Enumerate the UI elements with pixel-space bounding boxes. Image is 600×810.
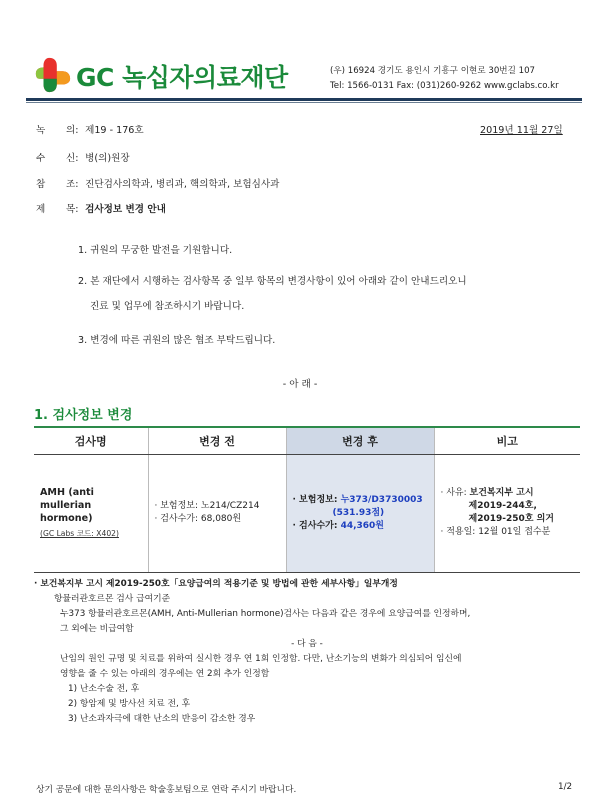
test-name-line-1: AMH (anti mullerian [40,487,94,511]
doc-number-label-a: 녹 [36,125,46,136]
note-reason-line-3: 제2019-250호 의거 [468,514,554,524]
after-insurance-label: · 보험정보: [292,494,341,505]
note-reason [441,487,575,500]
reference-label-a: 참 [36,179,46,190]
after-fee [293,520,428,533]
section-title: 1. 검사정보 변경 [34,408,133,423]
col-header-before: 변경 전 [148,428,286,454]
table-header-row [34,428,580,454]
notes-line-2: 누373 항뮬러관호르몬(AMH, Anti-Mullerian hormone)검사는 다음과 같은 경우에 요양급여를 인정하며, [60,609,471,619]
notes-line-1: 항뮬러관호르몬 검사 급여기준 [54,594,171,604]
notes-line-8: 3) 난소과자극에 대한 난소의 반응이 감소한 경우 [68,714,256,724]
after-fee-value: 44,360원 [340,520,384,531]
recipient: 병(의)원장 [85,153,130,164]
address-line: (우) 16924 경기도 용인시 기흥구 이현로 30번길 107 [330,66,536,76]
note-reason-label: · 사유: [440,488,470,498]
reference-row [36,176,279,190]
doc-number-label-b: 의: [66,125,79,136]
body-paragraph-3: 3. 변경에 따른 귀원의 많은 협조 부탁드립니다. [78,335,276,346]
gc-cross-logo-icon [34,56,72,94]
notes-heading: · 보건복지부 고시 제2019-250호「요양급여의 적용기준 및 방법에 관한 세부사항」일부개정 [34,579,398,589]
subject-row [36,201,166,215]
reference-label-b: 조: [66,179,79,190]
doc-date: 2019년 11월 27일 [480,125,563,136]
note-apply-date: · 적용일: 12월 01일 접수분 [440,527,551,537]
footer-text: 상기 공문에 대한 문의사항은 학술홍보팀으로 연락 주시기 바랍니다. [36,785,297,795]
col-header-test-name: 검사명 [34,428,148,454]
notes-line-3: 그 외에는 비급여함 [60,624,134,634]
notes-line-6: 1) 난소수술 전, 후 [68,684,140,694]
org-prefix: GC [76,63,114,92]
after-insurance-value: 누373/D3730003 [340,494,423,505]
notes-center-heading: - 다 음 - [291,639,323,649]
table-row [34,454,580,572]
after-insurance-points: (531.93점) [332,507,385,518]
letterhead [0,0,600,98]
notes-line-4: 난임의 원인 규명 및 치료를 위하여 실시한 경우 연 1회 인정함. 다만, 난소기능의 변화가 의심되어 임신에 [60,654,462,664]
before-insurance: · 보험정보: 노214/CZ214 [154,501,260,511]
org-address [330,64,559,94]
cell-test-name [34,454,148,572]
doc-number-row [36,122,144,136]
page-number: 1/2 [558,782,573,792]
org-logo-text [76,58,288,94]
cell-after [286,454,434,572]
contact-line: Tel: 1566-0131 Fax: (031)260-9262 www.gclabs.co.kr [330,81,559,91]
subject-label-b: 목: [66,204,79,215]
note-reason-value: 보건복지부 고시 [469,488,534,498]
reference: 진단검사의학과, 병리과, 핵의학과, 보험심사과 [85,179,280,190]
below-heading: - 아 래 - [282,379,318,390]
col-header-after: 변경 후 [286,428,434,454]
body-paragraph-2: 2. 본 재단에서 시행하는 검사항목 중 일부 항목의 변경사항이 있어 아래와 같이 안내드리오니 [78,276,467,287]
body-paragraph-1: 1. 귀원의 무궁한 발전을 기원합니다. [78,245,233,256]
test-code: (GC Labs 코드: X402) [40,529,119,538]
cell-note [434,454,580,572]
note-reason-line-2: 제2019-244호, [468,501,537,511]
header-divider-thin [26,102,582,103]
notes-line-7: 2) 항암제 및 방사선 치료 전, 후 [68,699,191,709]
recipient-row [36,150,130,164]
subject-label-a: 제 [36,204,46,215]
cell-before [148,454,286,572]
recipient-label-a: 수 [36,153,46,164]
subject: 검사정보 변경 안내 [85,204,166,215]
info-change-table [34,428,580,573]
org-name: 녹십자의료재단 [122,63,288,92]
recipient-label-b: 신: [66,153,79,164]
notes-line-5: 영향을 줄 수 있는 아래의 경우에는 연 2회 추가 인정함 [60,669,270,679]
before-fee: · 검사수가: 68,080원 [154,514,242,524]
after-insurance [293,494,428,507]
body-paragraph-2-cont: 진료 및 업무에 참조하시기 바랍니다. [90,301,245,312]
notes-block [34,577,580,727]
col-header-note: 비고 [434,428,580,454]
test-name-line-2: hormone) [40,513,93,524]
doc-number: 제19 - 176호 [85,125,144,136]
header-divider [26,98,582,101]
after-fee-label: · 검사수가: [292,520,341,531]
